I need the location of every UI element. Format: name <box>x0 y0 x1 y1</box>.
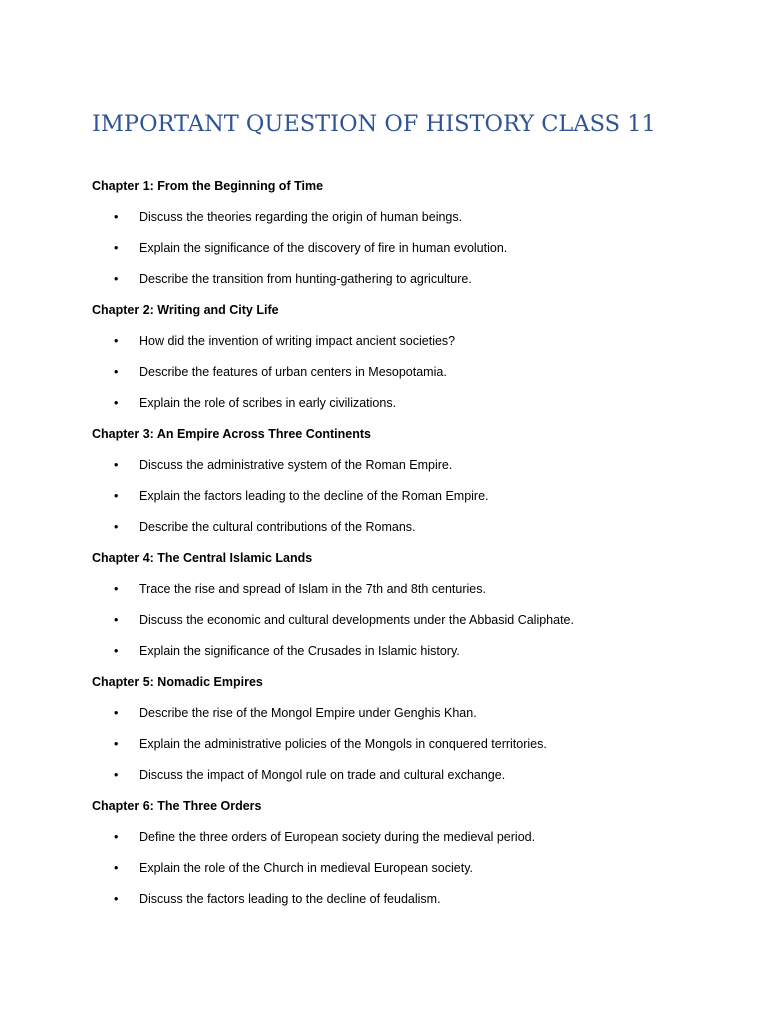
chapter-6-section <box>92 797 732 909</box>
bullet-icon: • <box>114 210 119 224</box>
question-text: Describe the cultural contributions of the Romans. <box>139 520 416 534</box>
list-item <box>92 487 732 506</box>
question-text: Explain the significance of the Crusades in Islamic history. <box>139 644 460 658</box>
list-item <box>92 208 732 227</box>
bullet-icon: • <box>114 892 119 906</box>
bullet-icon: • <box>114 272 119 286</box>
question-text: Discuss the economic and cultural developments under the Abbasid Caliphate. <box>139 613 574 627</box>
question-list <box>92 828 732 909</box>
chapter-heading: Chapter 5: Nomadic Empires <box>92 675 263 689</box>
list-item <box>92 890 732 909</box>
list-item <box>92 270 732 289</box>
question-list <box>92 704 732 785</box>
question-text: Explain the factors leading to the decline of the Roman Empire. <box>139 489 489 503</box>
chapter-heading: Chapter 3: An Empire Across Three Continents <box>92 427 371 441</box>
bullet-icon: • <box>114 334 119 348</box>
list-item <box>92 363 732 382</box>
bullet-icon: • <box>114 768 119 782</box>
bullet-icon: • <box>114 706 119 720</box>
document-content <box>92 177 732 909</box>
question-text: Explain the role of scribes in early civilizations. <box>139 396 397 410</box>
question-list <box>92 580 732 661</box>
chapter-heading: Chapter 2: Writing and City Life <box>92 303 279 317</box>
chapter-2-section <box>92 301 732 413</box>
question-text: Describe the transition from hunting-gathering to agriculture. <box>139 272 472 286</box>
question-text: How did the invention of writing impact ancient societies? <box>139 334 456 348</box>
question-text: Explain the significance of the discovery of fire in human evolution. <box>139 241 508 255</box>
question-text: Discuss the impact of Mongol rule on trade and cultural exchange. <box>139 768 506 782</box>
question-text: Discuss the factors leading to the decline of feudalism. <box>139 892 441 906</box>
chapter-heading: Chapter 1: From the Beginning of Time <box>92 179 324 193</box>
bullet-icon: • <box>114 241 119 255</box>
chapter-heading: Chapter 4: The Central Islamic Lands <box>92 551 313 565</box>
question-text: Discuss the administrative system of the Roman Empire. <box>139 458 453 472</box>
bullet-icon: • <box>114 830 119 844</box>
list-item <box>92 611 732 630</box>
list-item <box>92 332 732 351</box>
list-item <box>92 518 732 537</box>
bullet-icon: • <box>114 489 119 503</box>
question-text: Discuss the theories regarding the origin of human beings. <box>139 210 463 224</box>
question-text: Describe the features of urban centers in Mesopotamia. <box>139 365 447 379</box>
list-item <box>92 456 732 475</box>
list-item <box>92 580 732 599</box>
question-list <box>92 208 732 289</box>
list-item <box>92 642 732 661</box>
question-text: Explain the administrative policies of the Mongols in conquered territories. <box>139 737 547 751</box>
question-list <box>92 332 732 413</box>
bullet-icon: • <box>114 644 119 658</box>
question-text: Define the three orders of European society during the medieval period. <box>139 830 536 844</box>
bullet-icon: • <box>114 613 119 627</box>
bullet-icon: • <box>114 582 119 596</box>
chapter-1-section <box>92 177 732 289</box>
list-item <box>92 735 732 754</box>
document-title: IMPORTANT QUESTION OF HISTORY CLASS 11 <box>92 111 656 137</box>
list-item <box>92 239 732 258</box>
bullet-icon: • <box>114 861 119 875</box>
chapter-5-section <box>92 673 732 785</box>
bullet-icon: • <box>114 458 119 472</box>
bullet-icon: • <box>114 365 119 379</box>
bullet-icon: • <box>114 520 119 534</box>
question-text: Trace the rise and spread of Islam in the 7th and 8th centuries. <box>139 582 486 596</box>
question-text: Explain the role of the Church in medieval European society. <box>139 861 473 875</box>
list-item <box>92 828 732 847</box>
bullet-icon: • <box>114 396 119 410</box>
list-item <box>92 766 732 785</box>
question-list <box>92 456 732 537</box>
chapter-heading: Chapter 6: The Three Orders <box>92 799 262 813</box>
chapter-3-section <box>92 425 732 537</box>
list-item <box>92 394 732 413</box>
question-text: Describe the rise of the Mongol Empire under Genghis Khan. <box>139 706 477 720</box>
list-item <box>92 859 732 878</box>
bullet-icon: • <box>114 737 119 751</box>
chapter-4-section <box>92 549 732 661</box>
list-item <box>92 704 732 723</box>
